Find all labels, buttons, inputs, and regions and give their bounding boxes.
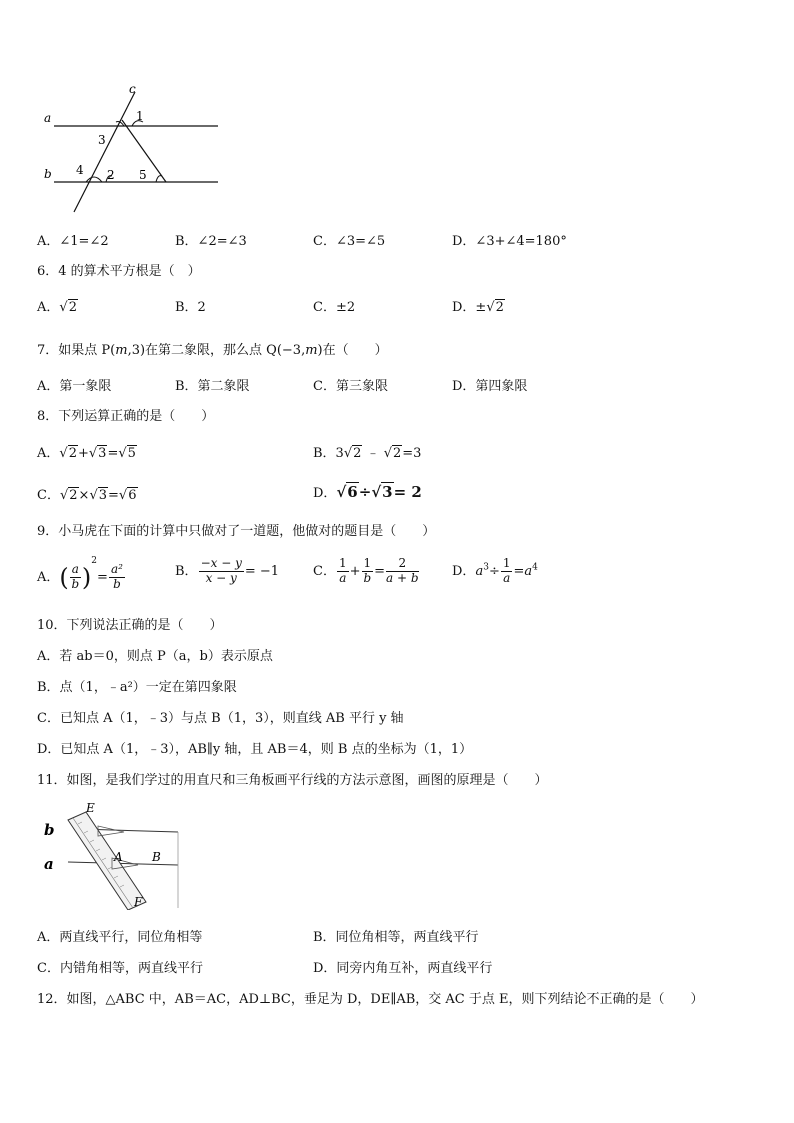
- q11-label-a-point: A: [114, 850, 123, 864]
- q10-stem: 10．下列说法正确的是（ ）: [37, 618, 223, 633]
- q8-option-b: B．3√2 ﹣ √2=3: [313, 446, 422, 461]
- q11-option-a: A．两直线平行，同位角相等: [37, 930, 203, 945]
- q11-figure: [40, 802, 182, 910]
- q11-option-b: B．同位角相等，两直线平行: [313, 930, 479, 945]
- q11-option-c: C．内错角相等，两直线平行: [37, 961, 203, 976]
- q11-label-e: E: [86, 802, 95, 815]
- q11-stem: 11．如图，是我们学过的用直尺和三角板画平行线的方法示意图，画图的原理是（ ）: [37, 773, 548, 788]
- q9-stem: 9．小马虎在下面的计算中只做对了一道题，他做对的题目是（ ）: [37, 524, 436, 539]
- q5-label-3: 3: [98, 133, 106, 147]
- q8-option-c: C．√2×√3=√6: [37, 488, 137, 503]
- q9-option-b: B． $\frac{-x - y}{x - y}$ = −1: [175, 556, 280, 585]
- q7-option-c: C．第三象限: [313, 379, 388, 394]
- q5-option-c: C．∠3=∠5: [313, 234, 386, 249]
- q5-option-d: D．∠3+∠4=180°: [452, 234, 567, 249]
- q5-label-c: c: [129, 82, 136, 96]
- q7-stem: 7．如果点 P(m,3)在第二象限，那么点 Q(−3,m)在（ ）: [37, 343, 388, 358]
- q9-option-d: D．$a^3\div$ $\frac{1}{a}$ $=a^4$: [452, 556, 538, 585]
- q9-option-c: C． $\frac{1}{a}$ + $\frac{1}{b}$ = $\frac{2}{a + b}$: [313, 556, 419, 585]
- q6-option-b: B．2: [175, 300, 206, 315]
- q6-option-d: D．±√2: [452, 300, 504, 315]
- q5-label-1: 1: [136, 109, 144, 123]
- q10-option-b: B．点（1，﹣a²）一定在第四象限: [37, 680, 237, 695]
- q5-label-5: 5: [139, 168, 147, 182]
- q11-label-b-line: b: [44, 821, 55, 839]
- q5-label-b: b: [44, 167, 52, 181]
- q5-option-a: A．∠1=∠2: [37, 234, 109, 249]
- q7-option-d: D．第四象限: [452, 379, 528, 394]
- q9-option-a: A．( $\frac{a}{b}$ )$^2$= $\frac{\text{a²}}{b}$: [37, 556, 123, 592]
- q5-label-2: 2: [107, 168, 115, 182]
- q6-option-c: C．±2: [313, 300, 356, 315]
- q11-option-d: D．同旁内角互补，两直线平行: [313, 961, 493, 976]
- q5-figure: [40, 82, 220, 217]
- q5-label-a: a: [44, 111, 52, 125]
- q8-option-d: D．√6÷√3= 2: [313, 483, 422, 501]
- q8-option-a: A．√2+√3=√5: [37, 446, 136, 461]
- q10-option-d: D．已知点 A（1，﹣3），AB∥y 轴，且 AB＝4，则 B 点的坐标为（1，1）: [37, 742, 473, 757]
- q11-label-a-line: a: [44, 855, 54, 873]
- q11-label-f: F: [134, 895, 143, 909]
- q5-option-b: B．∠2=∠3: [175, 234, 247, 249]
- q7-option-b: B．第二象限: [175, 379, 250, 394]
- q7-option-a: A．第一象限: [37, 379, 112, 394]
- q10-option-c: C．已知点 A（1，﹣3）与点 B（1，3），则直线 AB 平行 y 轴: [37, 711, 404, 726]
- q6-option-a: A．√2: [37, 300, 77, 315]
- q6-stem: 6．4 的算术平方根是（ ）: [37, 264, 201, 279]
- q5-label-4: 4: [76, 163, 84, 177]
- q11-label-b-point: B: [152, 850, 161, 864]
- q8-stem: 8．下列运算正确的是（ ）: [37, 409, 215, 424]
- q12-stem: 12．如图，△ABC 中，AB＝AC，AD⊥BC，垂足为 D，DE∥AB，交 AC 于点 E，则下列结论不正确的是（ ）: [37, 992, 704, 1007]
- q10-option-a: A．若 ab＝0，则点 P（a，b）表示原点: [37, 649, 273, 664]
